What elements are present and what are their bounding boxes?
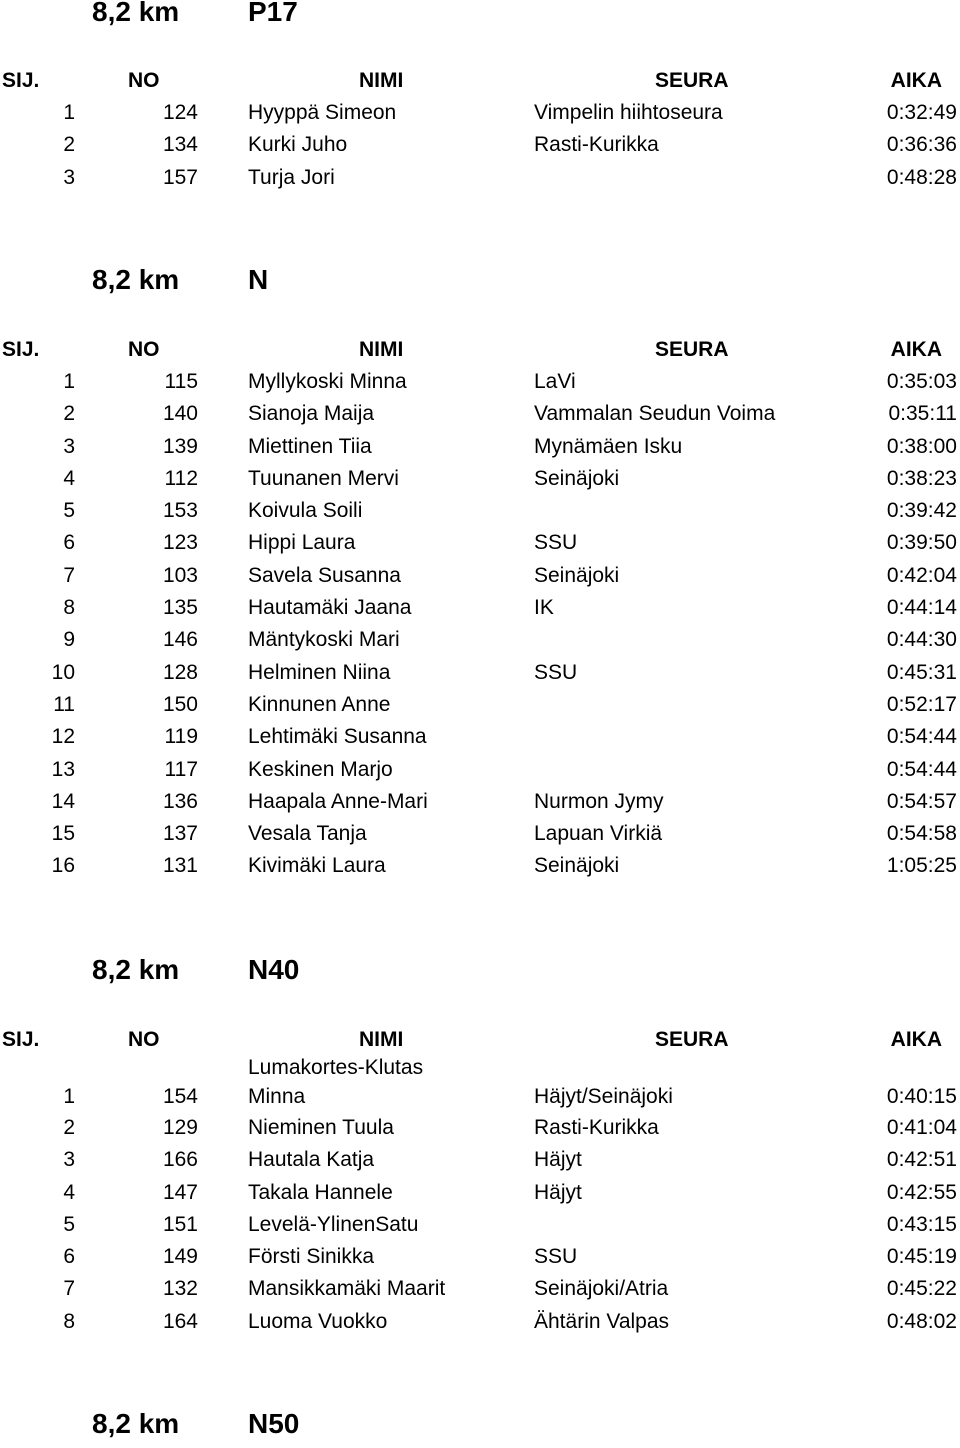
club-cell: Häjyt: [534, 1148, 582, 1172]
time-cell: 0:48:28: [886, 165, 957, 189]
section-title: [0, 0, 960, 36]
name-cell: Hautala Katja: [248, 1148, 375, 1172]
table-row: [0, 1114, 960, 1146]
name-cell: Hippi Laura: [248, 531, 356, 555]
table-row: [0, 400, 960, 432]
club-cell: SSU: [534, 1245, 578, 1269]
position-cell: 1: [63, 101, 75, 124]
table-row: [0, 820, 960, 852]
distance-label: 8,2 km: [92, 264, 180, 295]
club-cell: Nurmon Jymy: [534, 789, 664, 813]
table-row: [0, 691, 960, 723]
position-cell: 3: [63, 434, 75, 458]
bib-number-cell: 117: [164, 757, 198, 781]
time-cell: 0:54:58: [886, 822, 957, 846]
table-row: [0, 626, 960, 658]
position-cell: 15: [51, 822, 75, 846]
table-row: [0, 723, 960, 755]
header-club: SEURA: [655, 1028, 729, 1051]
club-cell: IK: [534, 596, 554, 620]
name-cell: Haapala Anne-Mari: [248, 789, 428, 813]
position-cell: 13: [51, 757, 75, 781]
position-cell: 9: [63, 628, 75, 652]
header-no: NO: [128, 338, 160, 361]
bib-number-cell: 131: [162, 854, 198, 878]
position-cell: 8: [63, 1309, 75, 1333]
bib-number-cell: 136: [162, 789, 198, 813]
name-cell: Savela Susanna: [248, 563, 401, 587]
table-row: [0, 164, 960, 196]
section-n: [0, 264, 960, 878]
time-cell: 0:38:23: [886, 466, 957, 490]
bib-number-cell: 137: [162, 822, 198, 846]
time-cell: 0:44:14: [886, 596, 957, 620]
time-cell: 1:05:25: [886, 854, 957, 878]
position-cell: 6: [63, 531, 75, 555]
position-cell: 3: [63, 1148, 75, 1172]
time-cell: 0:42:55: [886, 1180, 957, 1204]
bib-number-cell: 123: [162, 531, 198, 555]
name-cell: Myllykoski Minna: [248, 370, 407, 393]
name-cell: Keskinen Marjo: [248, 757, 393, 781]
club-cell: Mynämäen Isku: [534, 434, 683, 458]
time-cell: 0:45:31: [886, 660, 957, 684]
time-cell: 0:40:15: [886, 1085, 957, 1108]
bib-number-cell: 157: [162, 165, 198, 189]
club-cell: Seinäjoki: [534, 854, 620, 878]
table-body: [0, 1054, 960, 1340]
bib-number-cell: 132: [162, 1277, 198, 1301]
class-label: N40: [248, 954, 300, 985]
name-cell: Helminen Niina: [248, 660, 391, 684]
bib-number-cell: 164: [162, 1309, 198, 1333]
name-cell: Koivula Soili: [248, 499, 363, 523]
header-time: AIKA: [890, 69, 942, 92]
position-cell: 10: [51, 660, 75, 684]
time-cell: 0:39:50: [886, 531, 957, 555]
table-row: [0, 1054, 960, 1114]
table-row: [0, 1243, 960, 1275]
club-cell: LaVi: [534, 370, 576, 393]
position-cell: 2: [63, 402, 75, 426]
header-name: NIMI: [359, 69, 404, 92]
name-cell: Kivimäki Laura: [248, 854, 386, 878]
section-title: [0, 954, 960, 994]
name-cell-line2: Minna: [248, 1085, 306, 1108]
position-cell: 7: [63, 1277, 75, 1301]
position-cell: 5: [63, 1212, 75, 1236]
bib-number-cell: 139: [162, 434, 198, 458]
bib-number-cell: 124: [162, 101, 198, 124]
table-header: [0, 67, 960, 99]
section-n50: [0, 1408, 960, 1448]
position-cell: 12: [51, 725, 75, 749]
bib-number-cell: 154: [162, 1085, 198, 1108]
time-cell: 0:35:11: [888, 402, 957, 426]
table-row: [0, 99, 960, 131]
club-cell: Seinäjoki: [534, 563, 620, 587]
time-cell: 0:45:19: [886, 1245, 957, 1269]
bib-number-cell: 153: [162, 499, 198, 523]
bib-number-cell: 134: [162, 133, 198, 157]
header-no: NO: [128, 69, 160, 92]
name-cell: Kinnunen Anne: [248, 692, 391, 716]
position-cell: 4: [63, 466, 75, 490]
name-cell: Turja Jori: [248, 165, 335, 189]
header-name: NIMI: [359, 1028, 404, 1051]
position-cell: 7: [63, 563, 75, 587]
header-name: NIMI: [359, 338, 404, 361]
club-cell: Rasti-Kurikka: [534, 1116, 659, 1139]
distance-label: 8,2 km: [92, 0, 180, 27]
name-cell: Lumakortes-Klutas: [248, 1056, 424, 1079]
name-cell: Hyyppä Simeon: [248, 101, 397, 124]
time-cell: 0:35:03: [886, 370, 957, 393]
time-cell: 0:54:44: [886, 757, 957, 781]
name-cell: Luoma Vuokko: [248, 1309, 388, 1333]
bib-number-cell: 147: [162, 1180, 198, 1204]
bib-number-cell: 149: [162, 1245, 198, 1269]
header-pos: SIJ.: [2, 338, 40, 361]
time-cell: 0:32:49: [886, 101, 957, 124]
name-cell: Levelä-YlinenSatu: [248, 1212, 419, 1236]
table-row: [0, 368, 960, 400]
table-row: [0, 497, 960, 529]
bib-number-cell: 112: [164, 466, 198, 490]
time-cell: 0:54:57: [886, 789, 957, 813]
time-cell: 0:54:44: [886, 725, 957, 749]
table-row: [0, 788, 960, 820]
bib-number-cell: 119: [164, 725, 198, 749]
bib-number-cell: 129: [162, 1116, 198, 1139]
table-row: [0, 131, 960, 163]
header-time: AIKA: [890, 338, 942, 361]
time-cell: 0:41:04: [886, 1116, 957, 1139]
time-cell: 0:45:22: [886, 1277, 957, 1301]
time-cell: 0:42:51: [886, 1148, 957, 1172]
section-title: [0, 1408, 960, 1448]
name-cell: Försti Sinikka: [248, 1245, 375, 1269]
class-label: N: [248, 264, 269, 295]
bib-number-cell: 128: [162, 660, 198, 684]
table-row: [0, 756, 960, 788]
table-row: [0, 1308, 960, 1340]
bib-number-cell: 140: [162, 402, 198, 426]
position-cell: 3: [63, 165, 75, 189]
class-label: N50: [248, 1408, 300, 1439]
time-cell: 0:38:00: [886, 434, 957, 458]
position-cell: 4: [63, 1180, 75, 1204]
table-row: [0, 562, 960, 594]
position-cell: 6: [63, 1245, 75, 1269]
name-cell: Miettinen Tiia: [248, 434, 372, 458]
table-row: [0, 1179, 960, 1211]
club-cell: Vammalan Seudun Voima: [534, 402, 776, 426]
header-club: SEURA: [655, 69, 729, 92]
club-cell: Häjyt: [534, 1180, 582, 1204]
name-cell: Tuunanen Mervi: [248, 466, 399, 490]
name-cell: Hautamäki Jaana: [248, 596, 412, 620]
time-cell: 0:52:17: [886, 692, 957, 716]
bib-number-cell: 103: [162, 563, 198, 587]
position-cell: 1: [63, 370, 75, 393]
club-cell: Häjyt/Seinäjoki: [534, 1085, 673, 1108]
table-header: [0, 336, 960, 368]
club-cell: Ähtärin Valpas: [534, 1309, 670, 1333]
time-cell: 0:39:42: [886, 499, 957, 523]
header-pos: SIJ.: [2, 69, 40, 92]
table-body: [0, 99, 960, 196]
distance-label: 8,2 km: [92, 954, 180, 985]
table-row: [0, 1275, 960, 1307]
bib-number-cell: 115: [164, 370, 198, 393]
header-no: NO: [128, 1028, 160, 1051]
table-row: [0, 1146, 960, 1178]
bib-number-cell: 150: [162, 692, 198, 716]
section-p17: [0, 0, 960, 189]
position-cell: 1: [63, 1085, 75, 1108]
header-pos: SIJ.: [2, 1028, 40, 1051]
club-cell: Seinäjoki/Atria: [534, 1277, 669, 1301]
bib-number-cell: 146: [162, 628, 198, 652]
table-row: [0, 1211, 960, 1243]
name-cell: Mansikkamäki Maarit: [248, 1277, 446, 1301]
distance-label: 8,2 km: [92, 1408, 180, 1439]
club-cell: SSU: [534, 531, 578, 555]
name-cell: Kurki Juho: [248, 133, 348, 157]
name-cell: Mäntykoski Mari: [248, 628, 400, 652]
time-cell: 0:43:15: [886, 1212, 957, 1236]
name-cell: Nieminen Tuula: [248, 1116, 394, 1139]
position-cell: 16: [51, 854, 75, 878]
bib-number-cell: 166: [162, 1148, 198, 1172]
name-cell: Lehtimäki Susanna: [248, 725, 427, 749]
table-row: [0, 433, 960, 465]
table-row: [0, 529, 960, 561]
class-label: P17: [248, 0, 298, 27]
time-cell: 0:48:02: [886, 1309, 957, 1333]
table-row: [0, 852, 960, 884]
bib-number-cell: 151: [162, 1212, 198, 1236]
club-cell: SSU: [534, 660, 578, 684]
name-cell: Sianoja Maija: [248, 402, 375, 426]
club-cell: Lapuan Virkiä: [534, 822, 663, 846]
name-cell: Vesala Tanja: [248, 822, 367, 846]
table-row: [0, 594, 960, 626]
table-row: [0, 465, 960, 497]
position-cell: 2: [63, 1116, 75, 1139]
position-cell: 2: [63, 133, 75, 157]
section-n40: [0, 954, 960, 1333]
position-cell: 11: [53, 692, 75, 716]
time-cell: 0:42:04: [886, 563, 957, 587]
table-body: [0, 368, 960, 885]
club-cell: Rasti-Kurikka: [534, 133, 659, 157]
section-title: [0, 264, 960, 304]
time-cell: 0:36:36: [886, 133, 957, 157]
club-cell: Seinäjoki: [534, 466, 620, 490]
position-cell: 5: [63, 499, 75, 523]
position-cell: 14: [51, 789, 75, 813]
header-time: AIKA: [890, 1028, 942, 1051]
time-cell: 0:44:30: [886, 628, 957, 652]
table-row: [0, 659, 960, 691]
header-club: SEURA: [655, 338, 729, 361]
position-cell: 8: [63, 596, 75, 620]
name-cell: Takala Hannele: [248, 1180, 393, 1204]
bib-number-cell: 135: [162, 596, 198, 620]
club-cell: Vimpelin hiihtoseura: [534, 101, 723, 124]
